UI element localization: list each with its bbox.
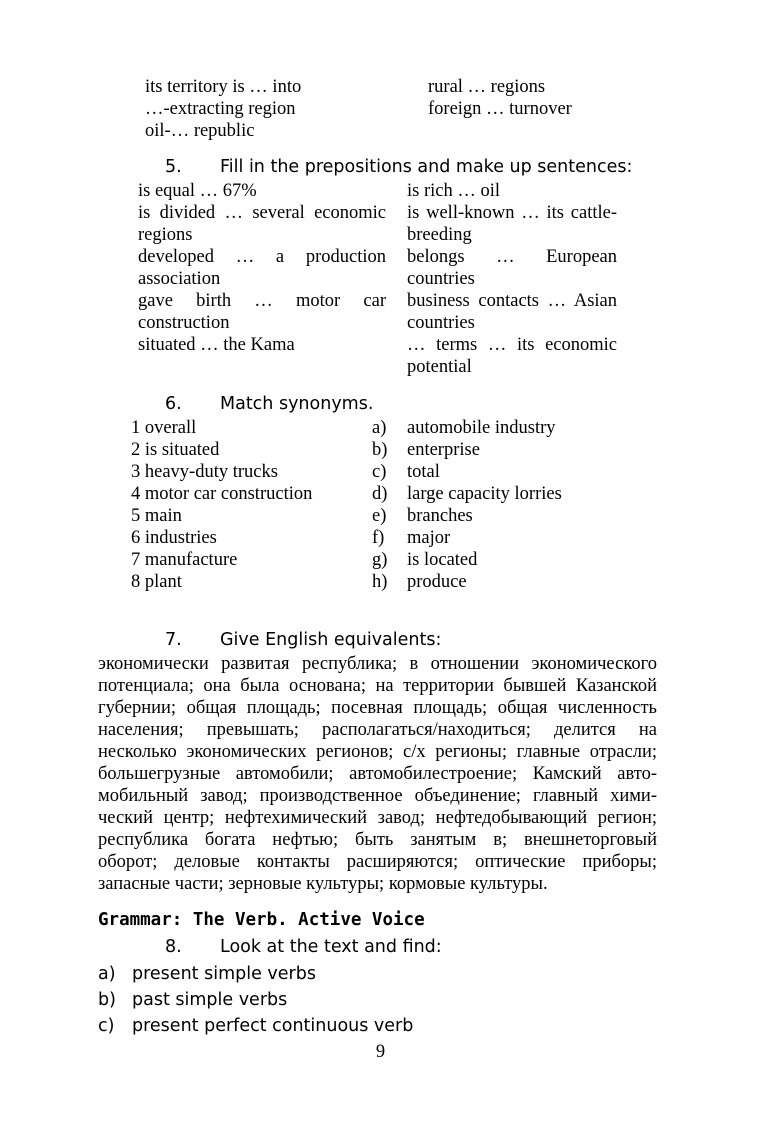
synonym-item: 4 motor car construction [131, 484, 313, 504]
task-title: Give English equivalents: [220, 630, 442, 650]
task-title: Fill in the prepositions and make up sentences: [220, 157, 633, 177]
list-item-text: past simple verbs [132, 990, 288, 1010]
paragraph-line: несколько экономических регионов; с/х регионы; главные отрасли; [98, 742, 657, 762]
task-6-heading [165, 391, 373, 417]
letter-marker: h) [372, 572, 388, 592]
list-marker: c) [98, 1016, 115, 1036]
list-item [98, 1013, 413, 1039]
synonym-item: 8 plant [131, 572, 182, 592]
task-number: 8. [165, 937, 182, 957]
prep-item: … terms … its economic potential [407, 335, 617, 377]
synonyms-right-column [407, 417, 647, 593]
paragraph-line: запасные части; зерновые культуры; кормовые культуры. [98, 874, 548, 894]
letter-marker: b) [372, 440, 388, 460]
prep-item: gave birth … motor car construction [138, 291, 386, 333]
task-title: Match synonyms. [220, 394, 374, 414]
prep-item: is rich … oil [407, 181, 501, 201]
paragraph-line: ческий центр; нефтехимический завод; нефтедобывающий регион; [98, 808, 657, 828]
task-number: 7. [165, 630, 182, 650]
synonym-item: 2 is situated [131, 440, 220, 460]
synonyms-letter-column [372, 417, 402, 593]
synonym-item: 6 industries [131, 528, 217, 548]
phrase: foreign … turnover [428, 99, 572, 119]
paragraph-line: потенциала; она была основана; на территории бывшей Казанской [98, 676, 657, 696]
prep-item: is equal … 67% [138, 181, 257, 201]
task-5-right-column [407, 180, 617, 378]
synonym-item: 1 overall [131, 418, 197, 438]
phrase: oil-… republic [145, 121, 255, 141]
phrase: its territory is … into [145, 77, 302, 97]
prep-item: situated … the Kama [138, 335, 295, 355]
synonyms-left-column [131, 417, 371, 593]
list-item-text: present perfect continuous verb [132, 1016, 414, 1036]
synonym-item: 3 heavy-duty trucks [131, 462, 278, 482]
letter-marker: a) [372, 418, 387, 438]
list-marker: a) [98, 964, 116, 984]
word-combinations-right [428, 76, 668, 120]
prep-item: belongs … European countries [407, 247, 617, 289]
paragraph-line: республика богата нефтью; быть занятым в; внешнеторговый [98, 830, 657, 850]
paragraph-line: мобильный завод; производственное объединение; главный хими- [98, 786, 657, 806]
letter-marker: f) [372, 528, 385, 548]
paragraph-line: экономически развитая республика; в отношении экономического [98, 654, 657, 674]
list-item [98, 961, 413, 987]
word-combinations-left [145, 76, 385, 142]
synonym-item: is located [407, 550, 478, 570]
letter-marker: e) [372, 506, 387, 526]
letter-marker: c) [372, 462, 387, 482]
letter-marker: d) [372, 484, 388, 504]
task-number: 6. [165, 394, 182, 414]
synonym-item: 7 manufacture [131, 550, 238, 570]
synonym-item: total [407, 462, 440, 482]
synonym-item: enterprise [407, 440, 480, 460]
phrase: rural … regions [428, 77, 546, 97]
task-8-heading [165, 934, 442, 960]
paragraph-line: населения; превышать; располагаться/находиться; делится на [98, 720, 657, 740]
russian-phrases-paragraph [98, 653, 657, 895]
grammar-heading: Grammar: The Verb. Active Voice [98, 910, 425, 930]
synonym-item: produce [407, 572, 467, 592]
list-item [98, 987, 413, 1013]
synonym-item: automobile industry [407, 418, 556, 438]
letter-marker: g) [372, 550, 388, 570]
synonym-item: branches [407, 506, 473, 526]
synonym-item: large capacity lorries [407, 484, 562, 504]
synonym-item: major [407, 528, 451, 548]
find-list [98, 961, 413, 1039]
prep-item: is divided … several economic regions [138, 203, 386, 245]
task-7-heading [165, 627, 441, 653]
prep-item: developed … a production association [138, 247, 386, 289]
synonym-item: 5 main [131, 506, 182, 526]
list-marker: b) [98, 990, 116, 1010]
paragraph-line: большегрузные автомобили; автомобилестроение; Камский авто- [98, 764, 657, 784]
prep-item: business contacts … Asian countries [407, 291, 617, 333]
phrase: …-extracting region [145, 99, 296, 119]
page-number: 9 [375, 1042, 386, 1062]
prep-item: is well-known … its cattle- breeding [407, 203, 617, 245]
task-5-heading [165, 154, 632, 180]
task-number: 5. [165, 157, 182, 177]
paragraph-line: губернии; общая площадь; посевная площадь; общая численность [98, 698, 657, 718]
task-title: Look at the text and find: [220, 937, 442, 957]
task-5-left-column [138, 180, 386, 356]
list-item-text: present simple verbs [132, 964, 316, 984]
paragraph-line: оборот; деловые контакты расширяются; оптические приборы; [98, 852, 657, 872]
